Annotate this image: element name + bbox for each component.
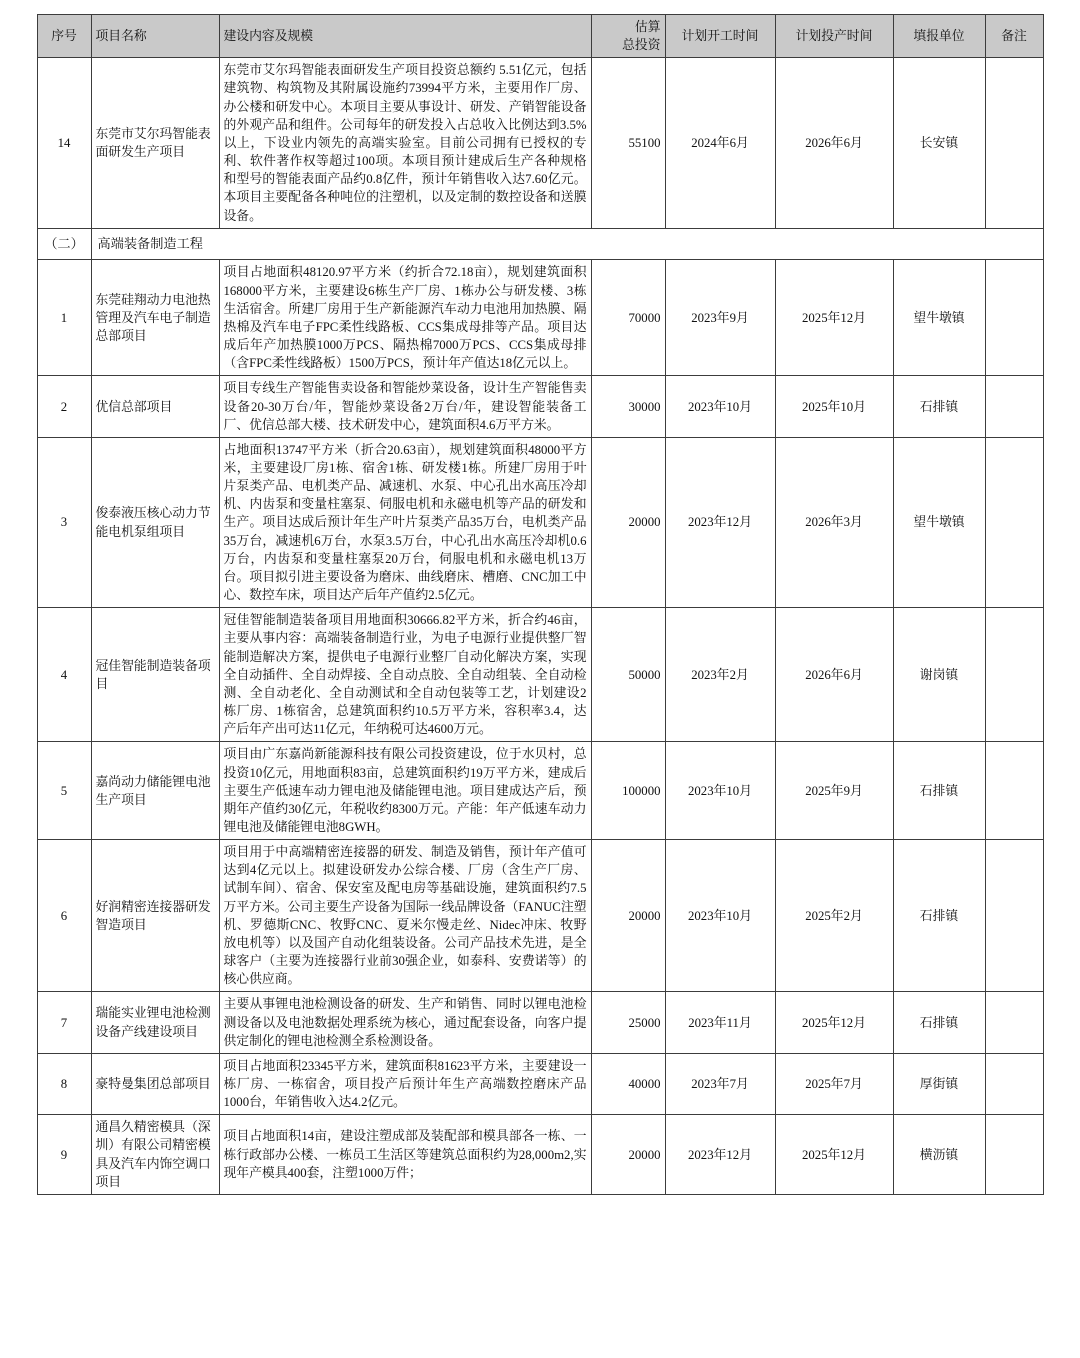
cell-remark [985, 608, 1043, 742]
column-header-investment-line1: 估算 [634, 20, 661, 34]
table-row [37, 840, 1043, 992]
cell-reporting-unit: 望牛墩镇 [893, 437, 985, 607]
cell-planned-production: 2025年12月 [775, 992, 893, 1053]
cell-seq: 6 [37, 840, 91, 992]
cell-estimated-investment: 40000 [591, 1053, 665, 1114]
cell-estimated-investment: 50000 [591, 608, 665, 742]
cell-reporting-unit: 望牛墩镇 [893, 260, 985, 376]
table-row [37, 376, 1043, 437]
column-header-seq: 序号 [37, 15, 91, 58]
cell-planned-start: 2023年12月 [665, 1115, 775, 1195]
section-header-row [37, 228, 1043, 260]
cell-planned-production: 2026年3月 [775, 437, 893, 607]
cell-planned-production: 2025年12月 [775, 1115, 893, 1195]
cell-project-name: 冠佳智能制造装备项目 [91, 608, 219, 742]
cell-project-name: 好润精密连接器研发智造项目 [91, 840, 219, 992]
cell-reporting-unit: 石排镇 [893, 376, 985, 437]
cell-estimated-investment: 25000 [591, 992, 665, 1053]
cell-seq: 9 [37, 1115, 91, 1195]
cell-seq: 7 [37, 992, 91, 1053]
cell-project-name: 优信总部项目 [91, 376, 219, 437]
section-number: （二） [37, 228, 91, 260]
cell-description: 主要从事锂电池检测设备的研发、生产和销售、同时以锂电池检测设备以及电池数据处理系统为核心，通过配套设备，向客户提供定制化的锂电池检测全系检测设备。 [219, 992, 591, 1053]
cell-planned-start: 2023年11月 [665, 992, 775, 1053]
cell-remark [985, 1053, 1043, 1114]
cell-project-name: 俊泰液压核心动力节能电机泵组项目 [91, 437, 219, 607]
cell-remark [985, 840, 1043, 992]
cell-description: 项目由广东嘉尚新能源科技有限公司投资建设，位于水贝村，总投资10亿元，用地面积83亩，总建筑面积约19万平方米，建成后主要生产低速车动力锂电池及储能锂电池。项目建成达产后，预期年产值约30亿元，年税收约8300万元。产能：年产低速车动力锂电池及储能锂电池8GWH。 [219, 742, 591, 840]
table-row [37, 260, 1043, 376]
cell-estimated-investment: 100000 [591, 742, 665, 840]
cell-seq: 4 [37, 608, 91, 742]
column-header-project-name: 项目名称 [91, 15, 219, 58]
cell-project-name: 通昌久精密模具（深圳）有限公司精密模具及汽车内饰空调口项目 [91, 1115, 219, 1195]
cell-seq: 2 [37, 376, 91, 437]
column-header-description: 建设内容及规模 [219, 15, 591, 58]
cell-seq: 5 [37, 742, 91, 840]
cell-planned-production: 2025年9月 [775, 742, 893, 840]
cell-planned-start: 2023年12月 [665, 437, 775, 607]
cell-remark [985, 260, 1043, 376]
cell-reporting-unit: 长安镇 [893, 58, 985, 228]
column-header-planned-start: 计划开工时间 [665, 15, 775, 58]
cell-remark [985, 1115, 1043, 1195]
cell-seq: 8 [37, 1053, 91, 1114]
table-row [37, 992, 1043, 1053]
cell-planned-start: 2023年7月 [665, 1053, 775, 1114]
cell-description: 项目用于中高端精密连接器的研发、制造及销售，预计年产值可达到4亿元以上。拟建设研发办公综合楼、厂房（含生产厂房、试制车间）、宿舍、保安室及配电房等基础设施，建筑面积约7.5万平方米。公司主要生产设备为国际一线品牌设备（FANUC注塑机、罗德斯CNC、牧野CNC、夏米尔慢走丝、Nidec冲床、牧野放电机等）以及国产自动化组装设备。公司产品技术先进，是全球客户（主要为连接器行业前30强企业，如泰科、安费诺等）的核心供应商。 [219, 840, 591, 992]
cell-estimated-investment: 20000 [591, 840, 665, 992]
project-investment-table [37, 14, 1044, 1195]
cell-project-name: 瑞能实业锂电池检测设备产线建设项目 [91, 992, 219, 1053]
cell-reporting-unit: 石排镇 [893, 840, 985, 992]
cell-estimated-investment: 55100 [591, 58, 665, 228]
cell-planned-production: 2026年6月 [775, 58, 893, 228]
cell-estimated-investment: 20000 [591, 1115, 665, 1195]
cell-remark [985, 437, 1043, 607]
column-header-reporting-unit: 填报单位 [893, 15, 985, 58]
table-row [37, 608, 1043, 742]
column-header-investment-line2: 总投资 [622, 38, 661, 53]
cell-description: 冠佳智能制造装备项目用地面积30666.82平方米，折合约46亩，主要从事内容：高端装备制造行业，为电子电源行业提供整厂智能制造解决方案，提供电子电源行业整厂自动化解决方案，实现全自动插件、全自动焊接、全自动点胶、全自动组装、全自动检测、全自动老化、全自动测试和全自动包装等工艺，计划建设2栋厂房、1栋宿舍，总建筑面积约10.5万平方米，容积率3.4，达产后年产出可达11亿元，年纳税可达4600万元。 [219, 608, 591, 742]
table-row [37, 1053, 1043, 1114]
table-body [37, 58, 1043, 1195]
cell-planned-start: 2024年6月 [665, 58, 775, 228]
table-row [37, 742, 1043, 840]
cell-remark [985, 58, 1043, 228]
cell-planned-production: 2025年7月 [775, 1053, 893, 1114]
cell-planned-start: 2023年10月 [665, 742, 775, 840]
cell-planned-production: 2025年2月 [775, 840, 893, 992]
column-header-remark: 备注 [985, 15, 1043, 58]
table-row [37, 437, 1043, 607]
cell-planned-production: 2025年12月 [775, 260, 893, 376]
cell-planned-start: 2023年10月 [665, 376, 775, 437]
column-header-planned-production: 计划投产时间 [775, 15, 893, 58]
cell-remark [985, 376, 1043, 437]
cell-description: 占地面积13747平方米（折合20.63亩），规划建筑面积48000平方米，主要建设厂房1栋、宿舍1栋、研发楼1栋。所建厂房用于叶片泵类产品、电机类产品、减速机、水泵、中心孔出水高压冷却机、内齿泵和变量柱塞泵、伺服电机和永磁电机等产品的研发和生产。项目达成后预计年生产叶片泵类产品35万台，电机类产品35万台，减速机6万台，水泵3.5万台，中心孔出水高压冷却机0.6万台，内齿泵和变量柱塞泵20万台，伺服电机和永磁电机13万台。项目拟引进主要设备为磨床、曲线磨床、槽磨、CNC加工中心、数控车床，项目达产后年产值约2.5亿元。 [219, 437, 591, 607]
column-header-estimated-investment [591, 15, 665, 58]
cell-planned-start: 2023年2月 [665, 608, 775, 742]
cell-planned-start: 2023年9月 [665, 260, 775, 376]
cell-description: 项目占地面积23345平方米，建筑面积81623平方米，主要建设一栋厂房、一栋宿舍，项目投产后预计年生产高端数控磨床产品1000台，年销售收入达4.2亿元。 [219, 1053, 591, 1114]
cell-project-name: 豪特曼集团总部项目 [91, 1053, 219, 1114]
cell-description: 东莞市艾尔玛智能表面研发生产项目投资总额约 5.51亿元，包括建筑物、构筑物及其附属设施约73994平方米，主要用作厂房、办公楼和研发中心。本项目主要从事设计、研发、产销智能设备的外观产品和组件。公司每年的研发投入占总收入比例达到3.5%以上，下设业内领先的高端实验室。目前公司拥有已授权的专利、软件著作权等超过100项。本项目预计建成后生产各种规格和型号的智能表面产品约0.8亿件，预计年销售收入达7.60亿元。本项目主要配备各种吨位的注塑机，以及定制的数控设备和送膜设备。 [219, 58, 591, 228]
cell-reporting-unit: 石排镇 [893, 992, 985, 1053]
cell-seq: 1 [37, 260, 91, 376]
cell-estimated-investment: 30000 [591, 376, 665, 437]
table-header [37, 15, 1043, 58]
cell-estimated-investment: 20000 [591, 437, 665, 607]
cell-planned-production: 2026年6月 [775, 608, 893, 742]
cell-project-name: 东莞市艾尔玛智能表面研发生产项目 [91, 58, 219, 228]
table-row [37, 58, 1043, 228]
cell-description: 项目占地面积14亩，建设注塑成部及装配部和模具部各一栋、一栋行政部办公楼、一栋员工生活区等建筑总面积约为28,000m2,实现年产模具400套，注塑1000万件； [219, 1115, 591, 1195]
cell-reporting-unit: 谢岗镇 [893, 608, 985, 742]
cell-description: 项目占地面积48120.97平方米（约折合72.18亩），规划建筑面积168000平方米，主要建设6栋生产厂房、1栋办公与研发楼、3栋生活宿舍。所建厂房用于生产新能源汽车动力电池用加热膜、隔热棉及汽车电子FPC柔性线路板、CCS集成母排等产品。项目达成后年产加热膜1000万PCS、隔热棉7000万PCS、CCS集成母排（含FPC柔性线路板）1500万PCS，预计年产值达18亿元以上。 [219, 260, 591, 376]
table-row [37, 1115, 1043, 1195]
cell-planned-start: 2023年10月 [665, 840, 775, 992]
cell-estimated-investment: 70000 [591, 260, 665, 376]
cell-remark [985, 742, 1043, 840]
header-row [37, 15, 1043, 58]
cell-planned-production: 2025年10月 [775, 376, 893, 437]
cell-description: 项目专线生产智能售卖设备和智能炒菜设备，设计生产智能售卖设备20-30万台/年，智能炒菜设备2万台/年，建设智能装备工厂、优信总部大楼、技术研发中心，建筑面积4.6万平方米。 [219, 376, 591, 437]
cell-project-name: 嘉尚动力储能锂电池生产项目 [91, 742, 219, 840]
cell-project-name: 东莞硅翔动力电池热管理及汽车电子制造总部项目 [91, 260, 219, 376]
cell-seq: 14 [37, 58, 91, 228]
cell-remark [985, 992, 1043, 1053]
cell-seq: 3 [37, 437, 91, 607]
section-title: 高端装备制造工程 [91, 228, 1043, 260]
cell-reporting-unit: 厚街镇 [893, 1053, 985, 1114]
cell-reporting-unit: 石排镇 [893, 742, 985, 840]
cell-reporting-unit: 横沥镇 [893, 1115, 985, 1195]
